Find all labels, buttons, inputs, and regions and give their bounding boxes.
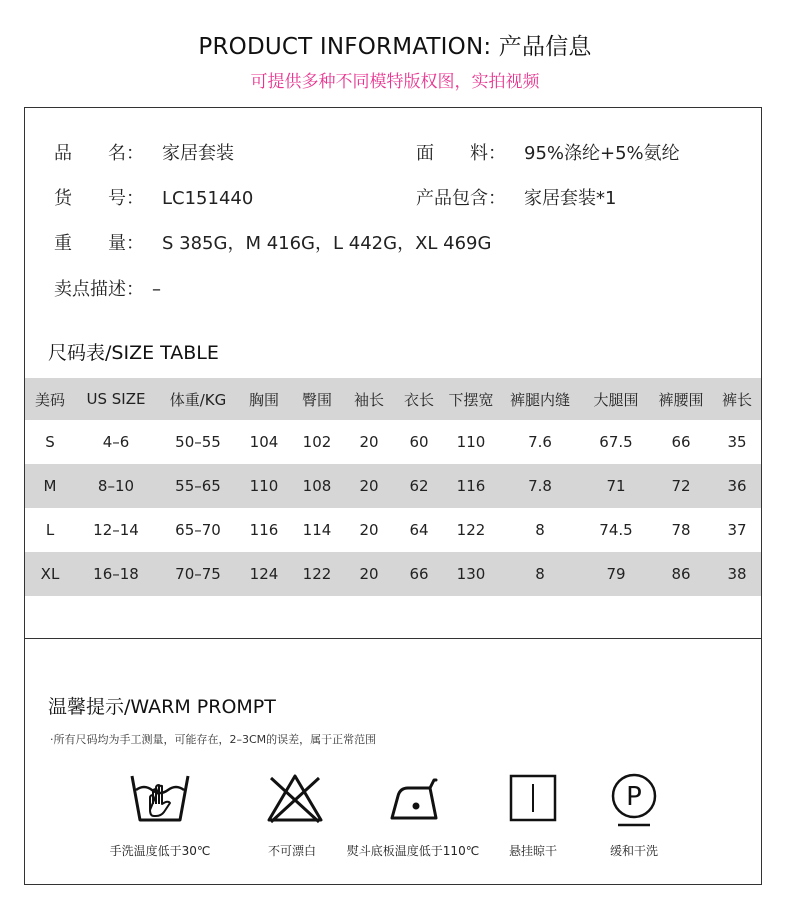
size-table-title: 尺码表/SIZE TABLE	[48, 342, 219, 364]
header-cell: 衣长	[403, 390, 434, 409]
info-weight-row	[54, 229, 491, 255]
table-cell: 36	[727, 477, 747, 495]
contents-value: 家居套装*1	[524, 188, 617, 209]
table-row	[25, 552, 761, 596]
header-cell: 裤腿内缝	[509, 390, 570, 409]
weight-label: 重 量：	[54, 233, 144, 254]
table-cell: 130	[456, 565, 486, 583]
table-cell: 65–70	[175, 521, 221, 539]
selling-value: –	[152, 279, 161, 300]
table-cell: 66	[409, 565, 429, 583]
table-cell: 50–55	[175, 433, 221, 451]
table-cell: L	[45, 521, 55, 539]
header-cell: 裤长	[721, 390, 752, 409]
selling-label: 卖点描述：	[54, 279, 144, 300]
fabric-label: 面 料：	[416, 143, 506, 164]
table-cell: 16–18	[93, 565, 139, 583]
table-cell: 64	[409, 521, 429, 539]
page-title: PRODUCT INFORMATION: 产品信息	[198, 34, 592, 60]
iron-label: 熨斗底板温度低于110℃	[346, 844, 480, 858]
table-cell: S	[45, 433, 55, 451]
header-cell: 臀围	[301, 390, 332, 409]
dry-clean-symbol: P	[626, 782, 642, 812]
table-cell: 20	[359, 565, 379, 583]
header-cell: 胸围	[248, 390, 279, 409]
warm-prompt-note: ·所有尺码均为手工测量，可能存在，2–3CM的误差，属于正常范围	[50, 733, 377, 746]
no-bleach-label: 不可漂白	[267, 844, 316, 858]
table-cell: 122	[456, 521, 486, 539]
iron-icon	[352, 770, 482, 826]
info-fabric-row	[416, 139, 680, 165]
fabric-value: 95%涤纶+5%氨纶	[524, 143, 680, 164]
table-cell: 60	[409, 433, 429, 451]
table-cell: 8	[535, 565, 545, 583]
warm-prompt-title: 温馨提示/WARM PROMPT	[48, 696, 276, 718]
table-cell: 8	[535, 521, 545, 539]
no-bleach-icon	[230, 770, 360, 826]
table-cell: 67.5	[599, 433, 633, 451]
table-cell: 110	[249, 477, 279, 495]
contents-label: 产品包含：	[416, 188, 506, 209]
table-cell: 74.5	[599, 521, 633, 539]
sku-value: LC151440	[162, 188, 254, 209]
table-row	[25, 508, 761, 552]
table-cell: 116	[456, 477, 486, 495]
table-cell: 70–75	[175, 565, 221, 583]
table-cell: 86	[671, 565, 691, 583]
table-cell: 114	[302, 521, 332, 539]
hand-wash-label: 手洗温度低于30℃	[109, 844, 211, 858]
table-cell: 102	[302, 433, 332, 451]
table-cell: 37	[727, 521, 747, 539]
table-cell: 38	[727, 565, 747, 583]
table-cell: 20	[359, 521, 379, 539]
weight-value: S 385G，M 416G，L 442G，XL 469G	[162, 233, 492, 254]
info-name-row	[54, 139, 234, 165]
table-cell: 8–10	[97, 477, 135, 495]
size-table-header	[25, 378, 761, 420]
table-cell: 124	[249, 565, 279, 583]
name-value: 家居套装	[162, 143, 234, 164]
header-cell: 下摆宽	[448, 390, 494, 409]
table-cell: 78	[671, 521, 691, 539]
size-table	[25, 378, 761, 596]
table-cell: 55–65	[175, 477, 221, 495]
header-cell: 体重/KG	[169, 390, 227, 409]
table-row	[25, 464, 761, 508]
table-cell: 20	[359, 477, 379, 495]
header-cell: 大腿围	[593, 390, 639, 409]
table-row	[25, 420, 761, 464]
section-divider	[24, 638, 762, 639]
table-cell: 12–14	[93, 521, 139, 539]
header-cell: 袖长	[353, 390, 384, 409]
info-selling-row	[54, 275, 161, 301]
hang-dry-label: 悬挂晾干	[508, 844, 557, 858]
table-cell: 71	[606, 477, 626, 495]
page-subtitle: 可提供多种不同模特版权图，实拍视频	[250, 72, 540, 92]
name-label: 品 名：	[54, 143, 144, 164]
header-cell: US SIZE	[86, 390, 146, 408]
table-cell: 62	[409, 477, 429, 495]
info-sku-row	[54, 184, 253, 210]
table-cell: 7.8	[528, 477, 552, 495]
table-cell: 104	[249, 433, 279, 451]
table-cell: XL	[40, 565, 60, 583]
hand-wash-icon	[95, 770, 225, 826]
table-cell: 20	[359, 433, 379, 451]
header-cell: 裤腰围	[658, 390, 704, 409]
table-cell: M	[43, 477, 57, 495]
table-cell: 122	[302, 565, 332, 583]
dry-clean-icon	[569, 770, 699, 830]
dry-clean-label: 缓和干洗	[609, 844, 658, 858]
table-cell: 72	[671, 477, 691, 495]
table-cell: 116	[249, 521, 279, 539]
info-contents-row	[416, 184, 616, 210]
table-cell: 66	[671, 433, 691, 451]
table-cell: 79	[606, 565, 626, 583]
table-cell: 4–6	[102, 433, 130, 451]
table-cell: 110	[456, 433, 486, 451]
table-cell: 35	[727, 433, 747, 451]
table-cell: 108	[302, 477, 332, 495]
table-cell: 7.6	[528, 433, 552, 451]
sku-label: 货 号：	[54, 188, 144, 209]
header-cell: 美码	[34, 390, 65, 409]
